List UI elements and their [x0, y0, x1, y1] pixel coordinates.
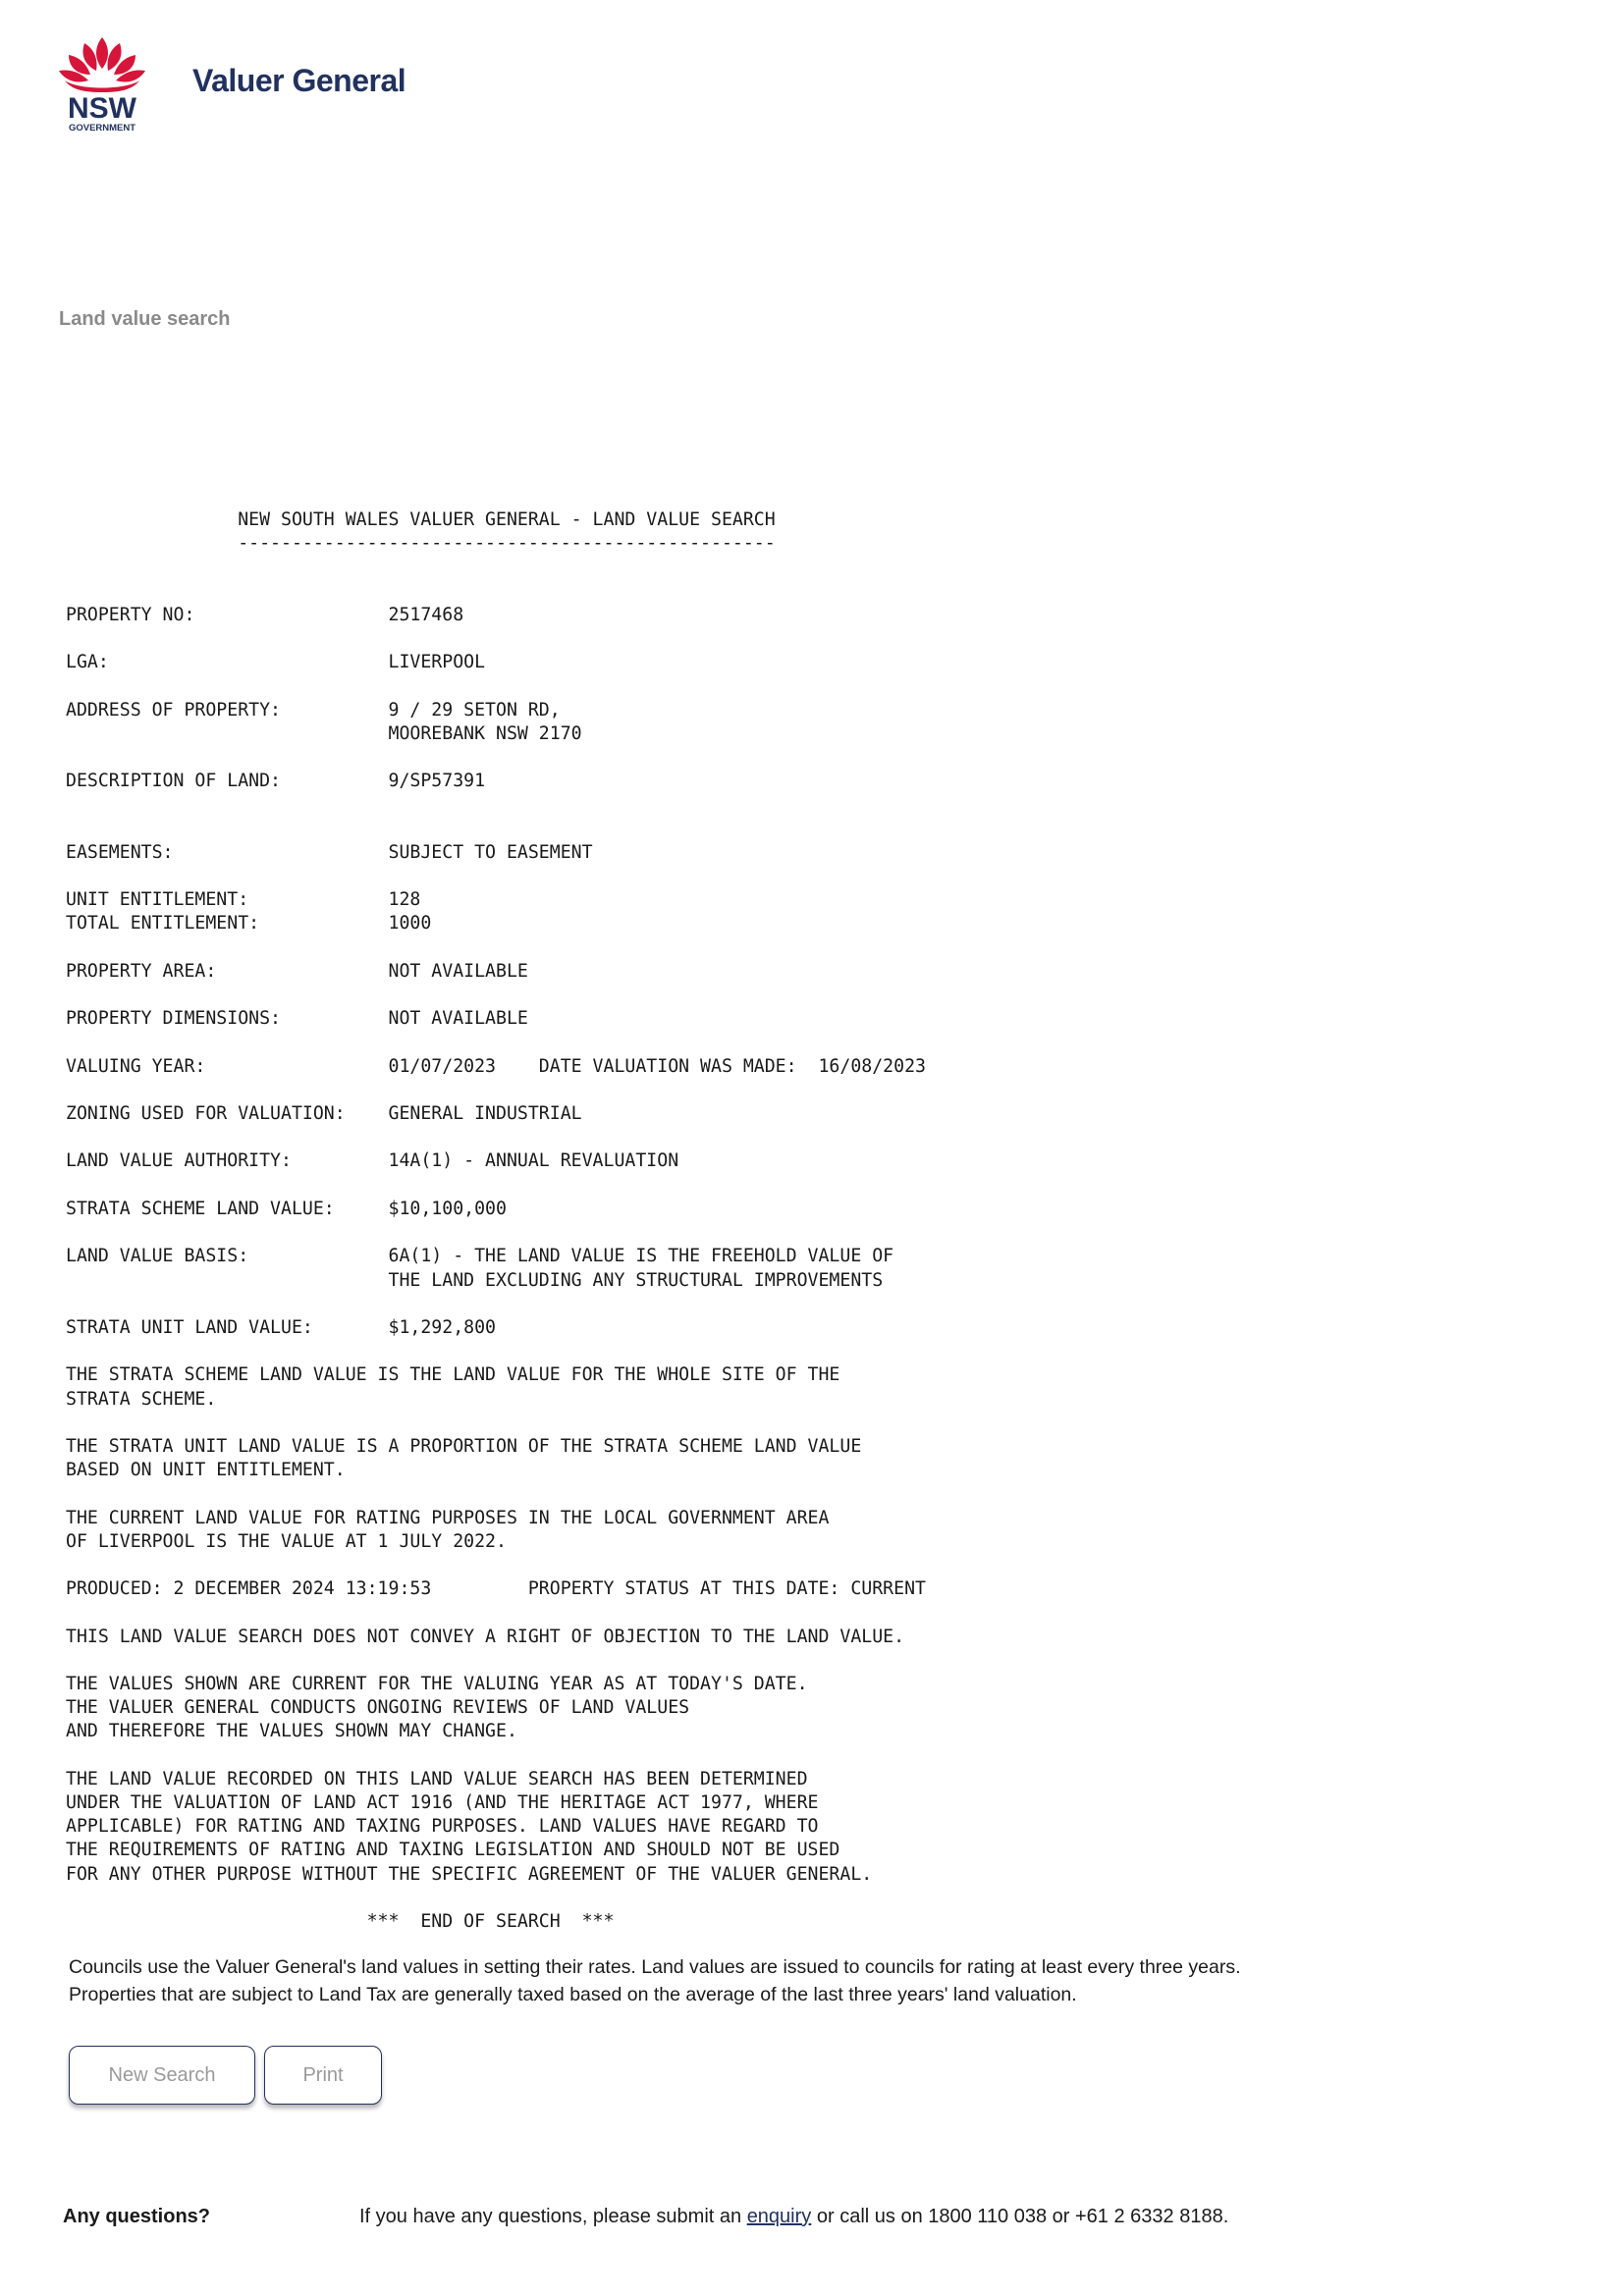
questions-prefix: If you have any questions, please submit an — [359, 2206, 747, 2227]
enquiry-link[interactable]: enquiry — [746, 2206, 812, 2227]
logo-government-text: GOVERNMENT — [68, 123, 136, 133]
rating-info-line-1: Councils use the Valuer General's land values in setting their rates. Land values are issued to councils for rating at least every three years. — [69, 1956, 1241, 1978]
land-value-report: NEW SOUTH WALES VALUER GENERAL - LAND VALUE SEARCH -------------------------------------------------- PROPERTY NO: 2517468 LGA: LIVERPOOL ADDRESS OF PROPERTY: 9 / 29 SETON RD, MOOREBANK NSW 2170 DESCRIPTION OF LAND: 9/SP57391 EASEMENTS: SUBJECT TO EASEMENT UNIT ENTITLEMENT: 128 TOTAL ENTITLEMENT: 1000 PROPERTY AREA: NOT AVAILABLE PROPERTY DIMENSIONS: NOT AVAILABLE VALUING YEAR: 01/07/2023 DATE VALUATION WAS MADE: 16/08/2023 ZONING USED FOR VALUATION: GENERAL INDUSTRIAL LAND VALUE AUTHORITY: 14A(1) - ANNUAL REVALUATION STRATA SCHEME LAND VALUE: $10,100,000 LAND VALUE BASIS: 6A(1) - THE LAND VALUE IS THE FREEHOLD VALUE OF THE LAND EXCLUDING ANY STRUCTURAL IMPROVEMENTS STRATA UNIT LAND VALUE: $1,292,800 THE STRATA SCHEME LAND VALUE IS THE LAND VALUE FOR THE WHOLE SITE OF THE STRATA SCHEME. THE STRATA UNIT LAND VALUE IS A PROPORTION OF THE STRATA SCHEME LAND VALUE BASED ON UNIT ENTITLEMENT. THE CURRENT LAND VALUE FOR RATING PURPOSES IN THE LOCAL GOVERNMENT AREA OF LIVERPOOL IS THE VALUE AT 1 JULY 2022. PRODUCED: 2 DECEMBER 2024 13:19:53 PROPERTY STATUS AT THIS DATE: CURRENT THIS LAND VALUE SEARCH DOES NOT CONVEY A RIGHT OF OBJECTION TO THE LAND VALUE. THE VALUES SHOWN ARE CURRENT FOR THE VALUING YEAR AS AT TODAY'S DATE. THE VALUER GENERAL CONDUCTS ONGOING REVIEWS OF LAND VALUES AND THEREFORE THE VALUES SHOWN MAY CHANGE. THE LAND VALUE RECORDED ON THIS LAND VALUE SEARCH HAS BEEN DETERMINED UNDER THE VALUATION OF LAND ACT 1916 (AND THE HERITAGE ACT 1977, WHERE APPLICABLE) FOR RATING AND TAXING PURPOSES. LAND VALUES HAVE REGARD TO THE REQUIREMENTS OF RATING AND TAXING LEGISLATION AND SHOULD NOT BE USED FOR ANY OTHER PURPOSE WITHOUT THE SPECIFIC AGREEMENT OF THE VALUER GENERAL. *** END OF SEARCH *** — [66, 509, 926, 1932]
rating-info-line-2: Properties that are subject to Land Tax are generally taxed based on the average of the last three years' land valuation. — [69, 1984, 1077, 2005]
questions-text — [359, 2206, 1228, 2228]
print-button[interactable]: Print — [264, 2046, 382, 2105]
page-subtitle: Land value search — [59, 308, 231, 330]
new-search-button[interactable]: New Search — [69, 2046, 255, 2105]
rating-info — [69, 1953, 1241, 2008]
site-title[interactable]: Valuer General — [192, 63, 406, 98]
questions-label: Any questions? — [63, 2206, 211, 2227]
questions-suffix: or call us on 1800 110 038 or +61 2 6332 8188. — [811, 2206, 1229, 2227]
logo-nsw-text: NSW — [68, 92, 136, 125]
nsw-government-logo[interactable] — [55, 35, 149, 133]
waratah-icon — [55, 35, 149, 133]
